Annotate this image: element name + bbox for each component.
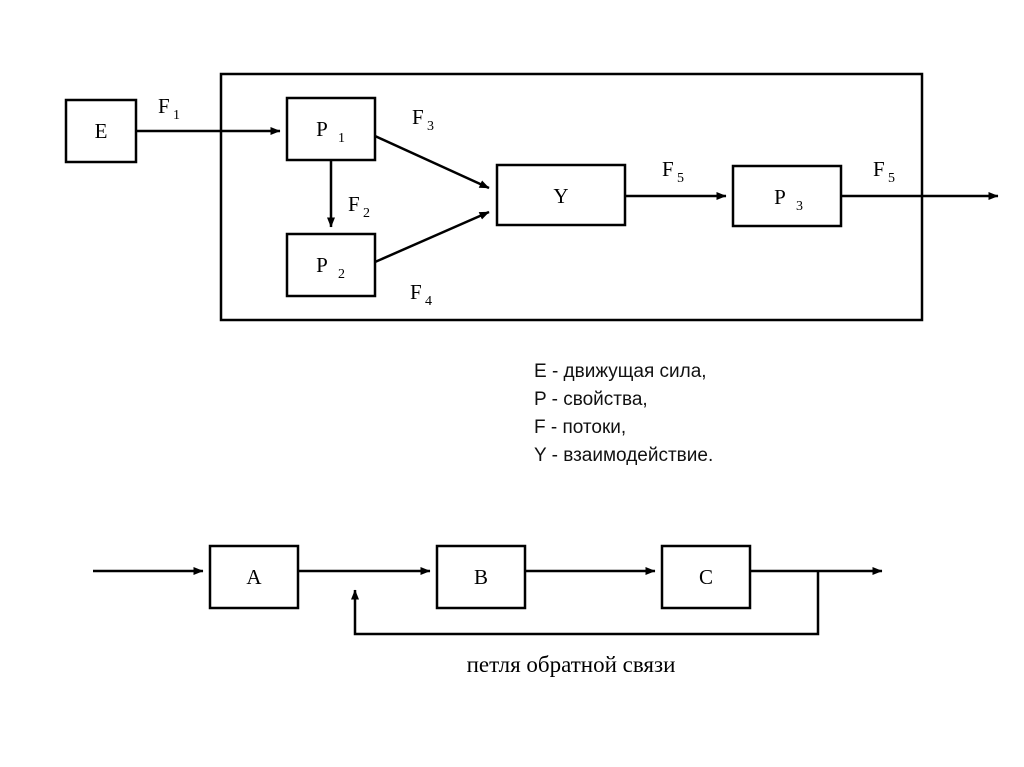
node-P3-sub: 3: [796, 199, 803, 214]
legend: [534, 358, 713, 470]
flow-label-F5-internal: [662, 157, 684, 186]
node-P2-sub: 2: [338, 267, 345, 282]
svg-text:F: F: [662, 157, 674, 181]
svg-text:F: F: [410, 280, 422, 304]
feedback-loop-caption: петля обратной связи: [466, 652, 676, 677]
node-P3: [733, 166, 841, 226]
node-A: [210, 546, 298, 608]
svg-text:F: F: [873, 157, 885, 181]
svg-text:5: 5: [677, 171, 684, 186]
svg-text:5: 5: [888, 171, 895, 186]
edge-P1-to-Y: [375, 136, 489, 188]
node-C-label: C: [698, 565, 714, 589]
legend-item-E: E - движущая сила,: [534, 361, 707, 382]
flow-label-F1: [158, 94, 180, 123]
node-P2-label: P: [316, 253, 328, 277]
svg-text:F: F: [412, 105, 424, 129]
node-P2: [287, 234, 375, 296]
node-E-label: E: [94, 119, 108, 143]
flow-label-F5-output: [873, 157, 895, 186]
node-Y: [497, 165, 625, 225]
svg-text:4: 4: [425, 294, 432, 309]
node-B-label: B: [473, 565, 489, 589]
node-P1: [287, 98, 375, 160]
node-P3-label: P: [774, 185, 786, 209]
node-A-label: A: [246, 565, 262, 589]
node-C: [662, 546, 750, 608]
legend-item-P: P - свойства,: [534, 389, 648, 410]
legend-item-F: F - потоки,: [534, 417, 627, 438]
legend-item-Y: Y - взаимодействие.: [534, 445, 714, 466]
node-E: [66, 100, 136, 162]
svg-text:F: F: [158, 94, 170, 118]
node-Y-label: Y: [553, 184, 569, 208]
flow-label-F3: [412, 105, 434, 134]
flow-label-F4: [410, 280, 432, 309]
svg-text:3: 3: [427, 119, 434, 134]
node-P1-sub: 1: [338, 131, 345, 146]
node-P1-label: P: [316, 117, 328, 141]
flow-label-F2: [348, 192, 370, 221]
svg-text:F: F: [348, 192, 360, 216]
svg-text:2: 2: [363, 206, 370, 221]
edge-P2-to-Y: [375, 212, 489, 262]
svg-text:1: 1: [173, 108, 180, 123]
node-B: [437, 546, 525, 608]
